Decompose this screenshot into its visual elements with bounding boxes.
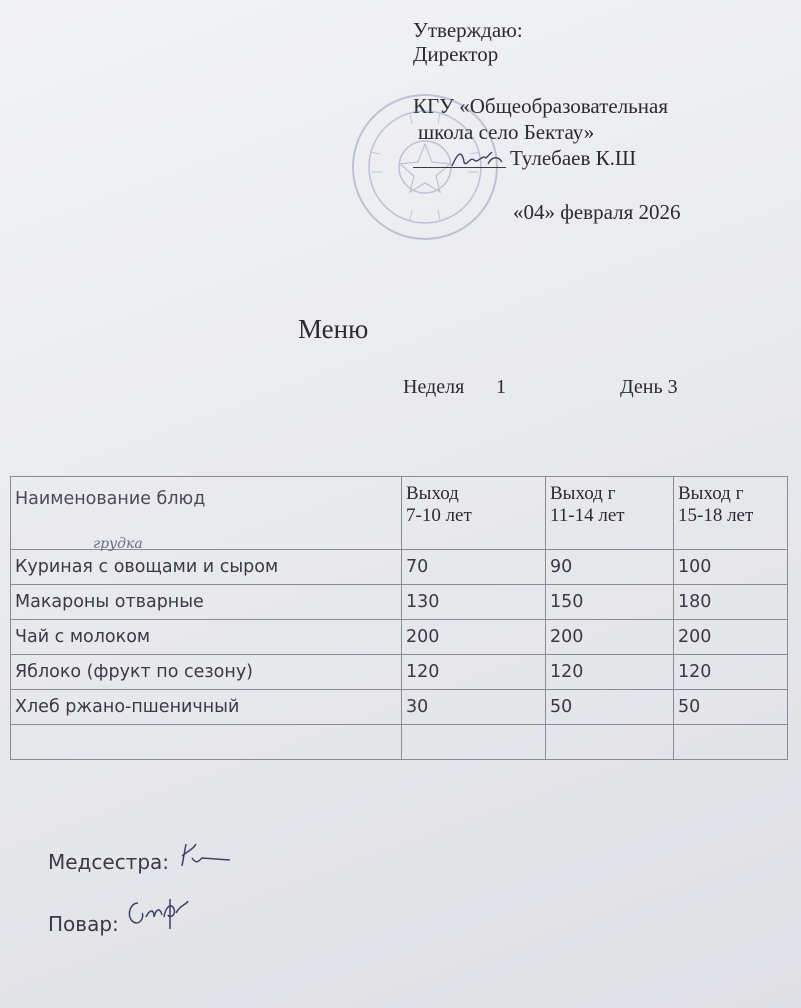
nurse-signature-icon: [178, 838, 234, 872]
position-label: Директор: [413, 42, 499, 66]
dish-name: Макароны отварные: [11, 585, 402, 620]
handwritten-note: грудка: [93, 536, 143, 552]
org-name-line2: школа село Бектау»: [418, 120, 595, 144]
output-11-14: 90: [546, 550, 674, 585]
approve-label: Утверждаю:: [413, 18, 523, 42]
header-output-15-18: Выход г 15-18 лет: [674, 477, 788, 550]
empty-cell: [546, 725, 674, 760]
approval-date: «04» февраля 2026: [513, 200, 681, 224]
output-11-14: 150: [546, 585, 674, 620]
signer-name: Тулебаев К.Ш: [510, 146, 637, 170]
table-row: [11, 620, 788, 655]
header-output-11-14: Выход г 11-14 лет: [546, 477, 674, 550]
output-15-18: 120: [674, 655, 788, 690]
output-15-18: 100: [674, 550, 788, 585]
output-7-10: 120: [402, 655, 546, 690]
director-signature-icon: [448, 146, 506, 172]
empty-cell: [402, 725, 546, 760]
output-7-10: 130: [402, 585, 546, 620]
day-label: День 3: [620, 376, 678, 398]
header-dish-name: Наименование блюд: [11, 477, 402, 550]
output-7-10: 70: [402, 550, 546, 585]
output-7-10: 30: [402, 690, 546, 725]
table-row: [11, 550, 788, 585]
menu-table: [10, 476, 788, 760]
table-row-empty: [11, 725, 788, 760]
org-name-line1: КГУ «Общеобразовательная: [413, 94, 668, 118]
week-label: Неделя: [403, 376, 465, 398]
table-row: [11, 655, 788, 690]
empty-cell: [674, 725, 788, 760]
cook-signature-icon: [120, 895, 192, 931]
week-value: 1: [496, 376, 506, 398]
dish-name: грудка Куриная с овощами и сыром: [11, 550, 402, 585]
table-row: [11, 585, 788, 620]
output-15-18: 180: [674, 585, 788, 620]
empty-cell: [11, 725, 402, 760]
cook-label: Повар:: [48, 912, 119, 936]
table-row: [11, 690, 788, 725]
output-15-18: 50: [674, 690, 788, 725]
dish-name: Яблоко (фрукт по сезону): [11, 655, 402, 690]
header-output-7-10: Выход 7-10 лет: [402, 477, 546, 550]
output-15-18: 200: [674, 620, 788, 655]
output-7-10: 200: [402, 620, 546, 655]
output-11-14: 120: [546, 655, 674, 690]
output-11-14: 50: [546, 690, 674, 725]
page-title: Меню: [298, 314, 369, 344]
nurse-label: Медсестра:: [48, 850, 170, 874]
dish-name: Хлеб ржано-пшеничный: [11, 690, 402, 725]
output-11-14: 200: [546, 620, 674, 655]
dish-name: Чай с молоком: [11, 620, 402, 655]
